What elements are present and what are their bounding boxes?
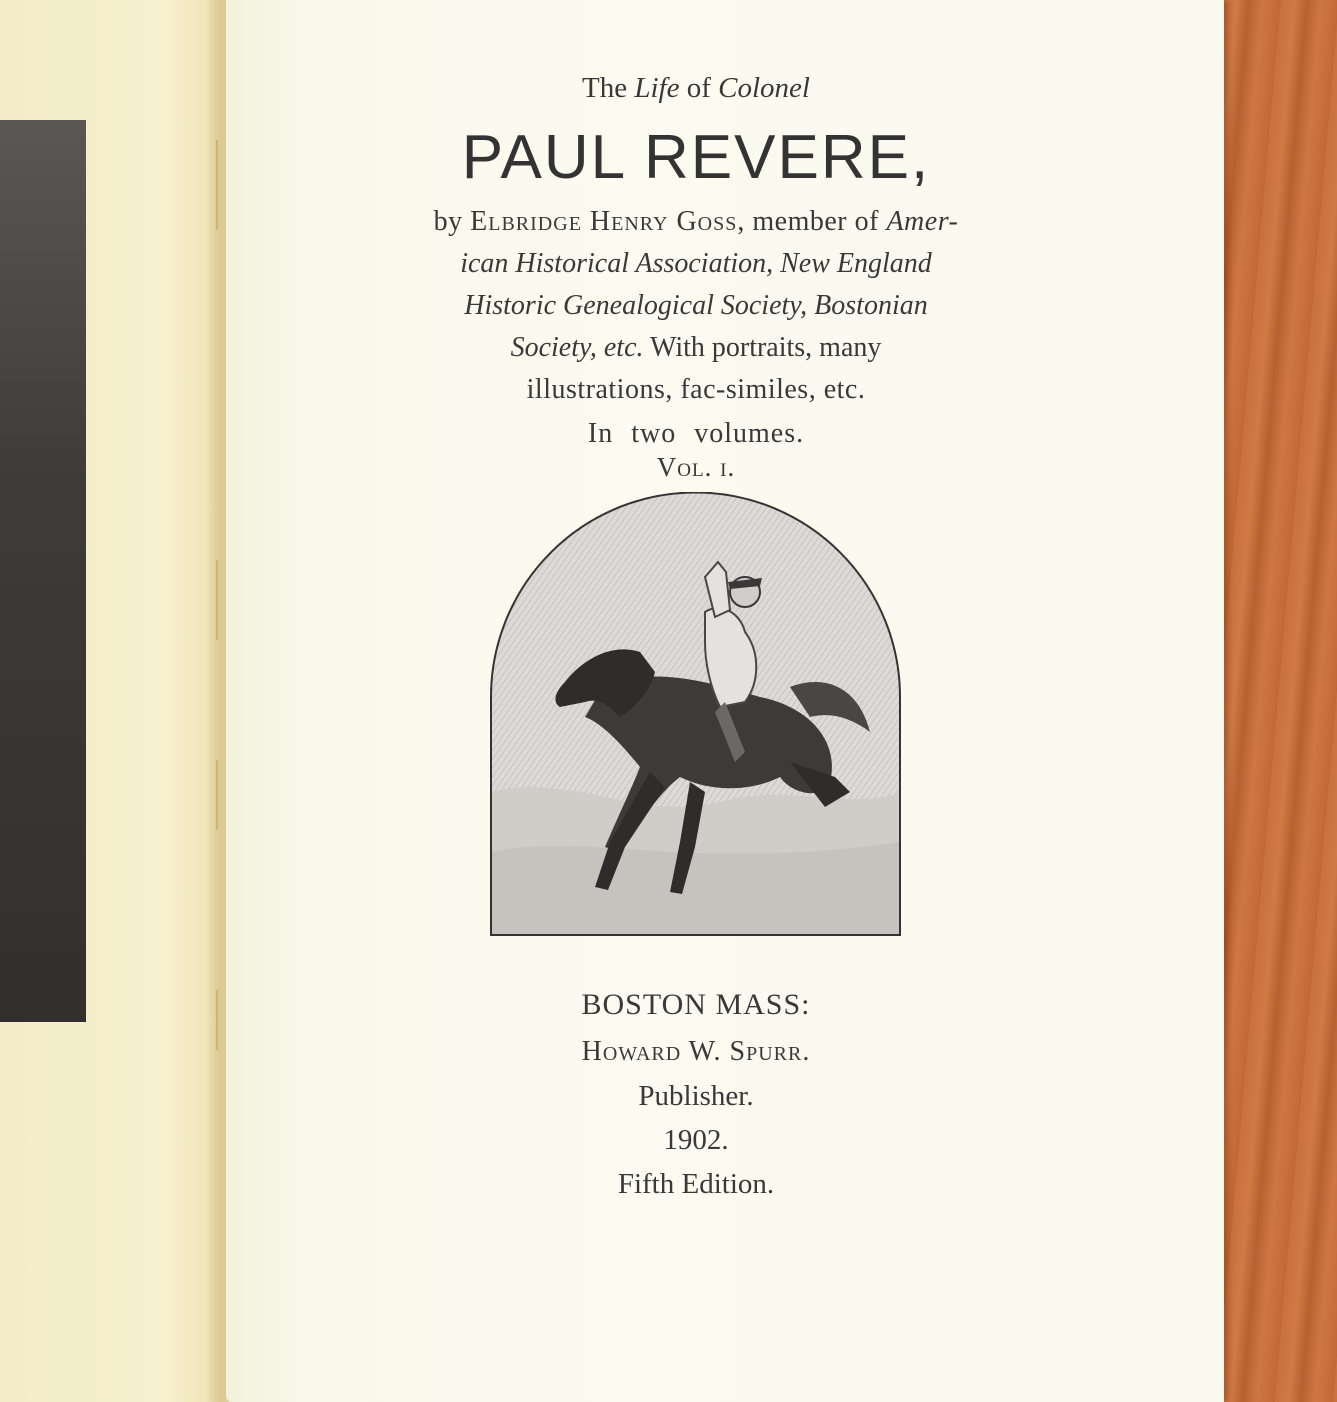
book-title: PAUL REVERE,	[461, 123, 931, 192]
affiliation-line-2: Historic Genealogical Society, Bostonian	[464, 290, 928, 321]
affiliation-line-3	[226, 332, 1166, 364]
paul-revere-horseback-illustration	[490, 492, 901, 936]
frontispiece-plate	[0, 120, 86, 1022]
text-society-etc: Society, etc.	[510, 332, 644, 363]
text-member-of: , member of	[737, 206, 887, 237]
text-amer: Amer-	[886, 206, 959, 237]
imprint-publisher-label: Publisher.	[638, 1080, 754, 1112]
imprint-year: 1902.	[663, 1124, 729, 1156]
binding-stitch	[216, 560, 218, 640]
text-by: by	[433, 206, 471, 237]
illustrations-line: illustrations, fac-similes, etc.	[526, 374, 866, 405]
text-colonel: Colonel	[718, 72, 810, 104]
binding-stitch	[216, 140, 218, 230]
imprint-publisher-name: Howard W. Spurr.	[581, 1036, 811, 1067]
author-name: Elbridge Henry Goss	[470, 206, 738, 237]
volumes-line: In two volumes.	[587, 418, 805, 449]
binding-stitch	[216, 990, 218, 1050]
imprint-place: BOSTON MASS:	[581, 988, 811, 1021]
binding-stitch	[216, 760, 218, 830]
author-line	[226, 206, 1166, 238]
imprint-edition: Fifth Edition.	[617, 1168, 775, 1200]
text-the: The	[582, 72, 635, 104]
text-of: of	[679, 72, 719, 104]
text-with-portraits: With portraits, many	[643, 332, 882, 363]
text-life: Life	[634, 72, 680, 104]
affiliation-line-1: ican Historical Association, New England	[460, 248, 932, 279]
volume-number: Vol. i.	[656, 452, 736, 482]
subtitle-line	[226, 72, 1166, 105]
